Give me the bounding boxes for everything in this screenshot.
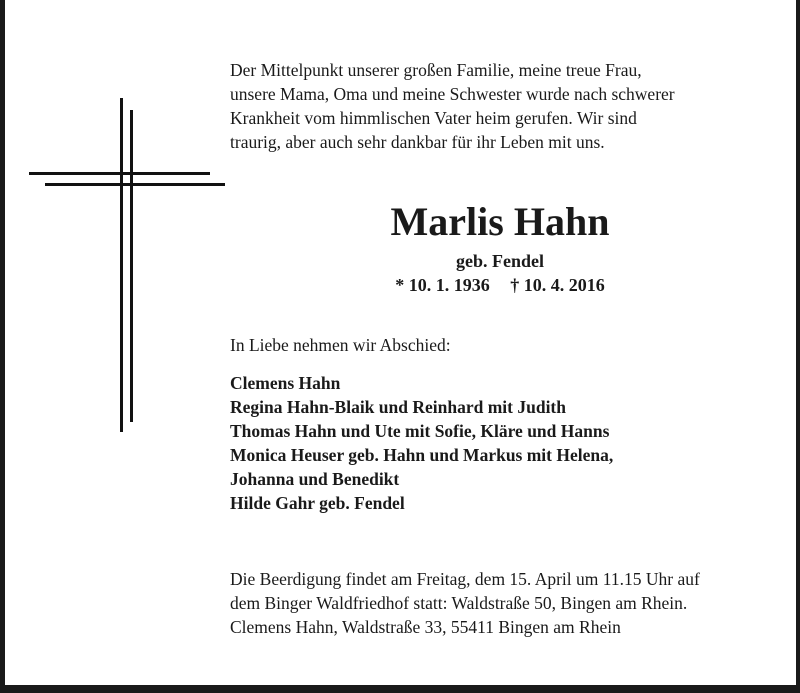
birth-date: * 10. 1. 1936	[395, 275, 490, 295]
life-dates	[230, 273, 770, 297]
funeral-info-line: Clemens Hahn, Waldstraße 33, 55411 Bingen am Rhein	[230, 617, 621, 637]
funeral-info-line: dem Binger Waldfriedhof statt: Waldstraße 50, Bingen am Rhein.	[230, 593, 688, 613]
family-list	[230, 371, 613, 515]
cross-horizontal-bottom	[45, 183, 225, 186]
deceased-name: Marlis Hahn	[390, 199, 610, 244]
family-member: Hilde Gahr geb. Fendel	[230, 493, 405, 513]
funeral-info	[230, 567, 770, 639]
intro-line: Krankheit vom himmlischen Vater heim gerufen. Wir sind	[230, 108, 637, 128]
intro-line: traurig, aber auch sehr dankbar für ihr Leben mit uns.	[230, 132, 605, 152]
family-member: Johanna und Benedikt	[230, 469, 400, 489]
cross-vertical-left	[120, 98, 123, 432]
cross-vertical-right	[130, 110, 133, 422]
intro-line: unsere Mama, Oma und meine Schwester wurde nach schwerer	[230, 84, 675, 104]
intro-line: Der Mittelpunkt unserer großen Familie, meine treue Frau,	[230, 60, 642, 80]
family-member: Monica Heuser geb. Hahn und Markus mit Helena,	[230, 445, 614, 465]
cross-horizontal-top	[29, 172, 210, 175]
death-date: † 10. 4. 2016	[510, 275, 605, 295]
maiden-name: geb. Fendel	[456, 251, 544, 271]
intro-text	[230, 58, 770, 154]
funeral-info-line: Die Beerdigung findet am Freitag, dem 15. April um 11.15 Uhr auf	[230, 569, 700, 589]
farewell-text: In Liebe nehmen wir Abschied:	[230, 335, 451, 355]
family-member: Thomas Hahn und Ute mit Sofie, Kläre und Hanns	[230, 421, 610, 441]
family-member: Clemens Hahn	[230, 373, 341, 393]
family-member: Regina Hahn-Blaik und Reinhard mit Judith	[230, 397, 566, 417]
